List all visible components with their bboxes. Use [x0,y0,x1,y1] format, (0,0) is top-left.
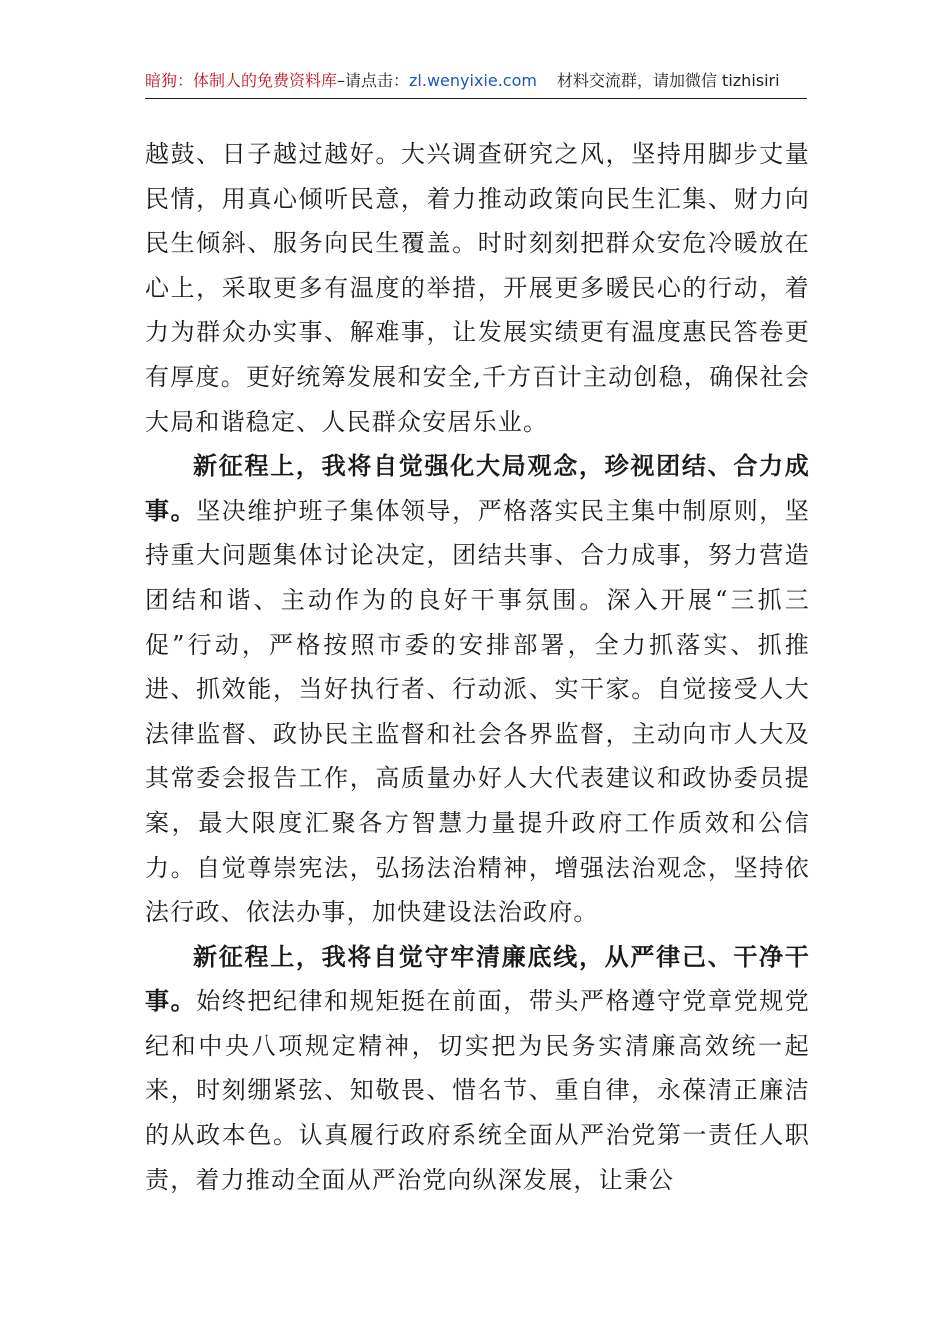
paragraph-3 [145,935,810,1203]
paragraph-2-heading: 新征程上，我将自觉强化大局观念，珍视团结、合力成事。 [145,451,810,525]
page-header [145,64,807,99]
document-body [145,132,810,1202]
paragraph-1 [145,132,810,444]
paragraph-3-heading: 新征程上，我将自觉守牢清廉底线，从严律己、干净干事。 [145,941,810,1016]
header-url-link[interactable]: zl.wenyixie.com [409,71,537,90]
header-click-prompt: –请点击： [337,71,410,90]
paragraph-3-text: 始终把纪律和规矩挺在前面，带头严格遵守党章党规党纪和中央八项规定精神，切实把为民务实清廉高效统一起来，时刻绷紧弦、知敬畏、惜名节、重自律，永葆清正廉洁的从政本色。认真履行政府系统全面从严治党第一责任人职责，着力推动全面从严治党向纵深发展，让秉公 [145,987,810,1194]
header-site-name: 暗狗：体制人的免费资料库 [145,71,338,90]
paragraph-1-text: 越鼓、日子越过越好。大兴调查研究之风，坚持用脚步丈量民情，用真心倾听民意，着力推动政策向民生汇集、财力向民生倾斜、服务向民生覆盖。时时刻刻把群众安危冷暖放在心上，采取更多有温度的举措，开展更多暖民心的行动，着力为群众办实事、解难事，让发展实绩更有温度惠民答卷更有厚度。更好统筹发展和安全,千方百计主动创稳，确保社会大局和谐稳定、人民群众安居乐业。 [145,140,810,436]
paragraph-2-text: 坚决维护班子集体领导，严格落实民主集中制原则，坚持重大问题集体讨论决定，团结共事、合力成事，努力营造团结和谐、主动作为的良好干事氛围。深入开展“三抓三促”行动，严格按照市委的安排部署，全力抓落实、抓推进、抓效能，当好执行者、行动派、实干家。自觉接受人大法律监督、政协民主监督和社会各界监督，主动向市人大及其常委会报告工作，高质量办好人大代表建议和政协委员提案，最大限度汇聚各方智慧力量提升政府工作质效和公信力。自觉尊崇宪法，弘扬法治精神，增强法治观念，坚持依法行政、依法办事，加快建设法治政府。 [145,496,810,927]
header-group-note: 材料交流群，请加微信 tizhisiri [556,71,780,90]
paragraph-2 [145,444,810,935]
